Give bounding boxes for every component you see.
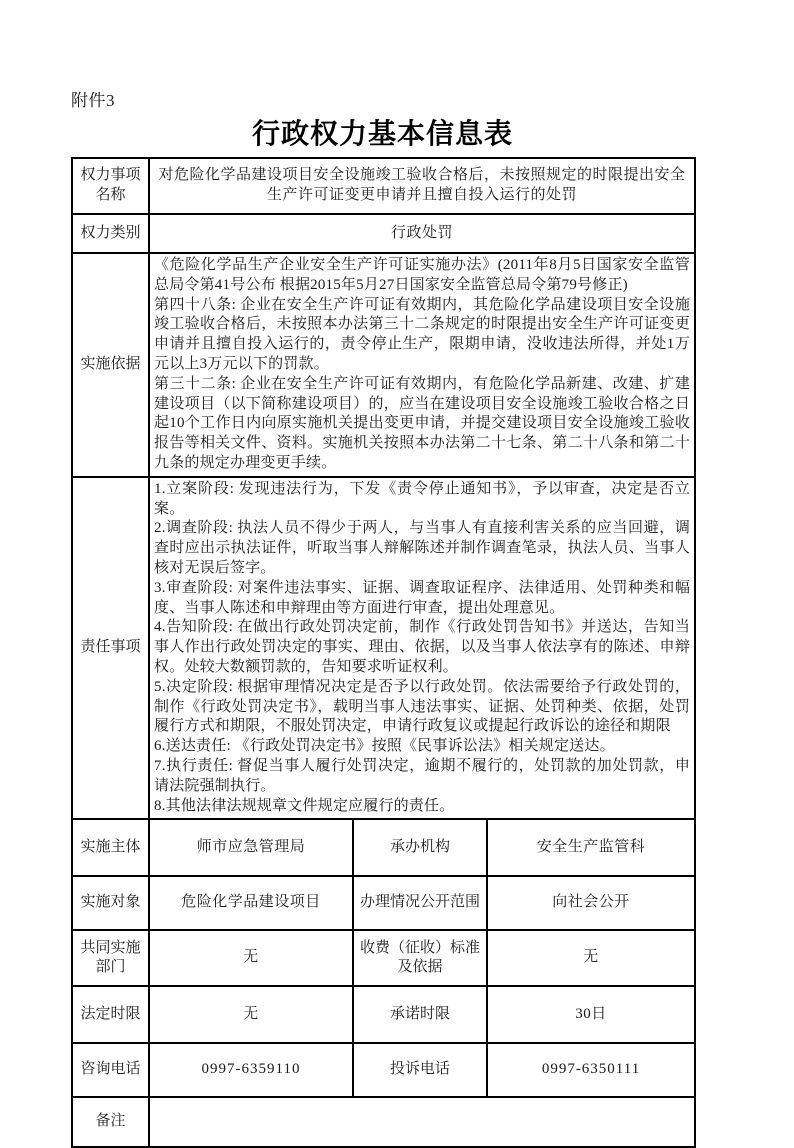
- joint-dept-value: 无: [149, 930, 353, 986]
- remark-value: [149, 1097, 695, 1147]
- row-joint-dept: [72, 930, 695, 986]
- consult-phone-label: 咨询电话: [72, 1043, 149, 1097]
- duty-item: 5.决定阶段: 根据审理情况决定是否予以行政处罚。依法需要给予行政处罚的，制作《行政处罚决定书》，载明当事人违法事实、证据、处罚种类、依据，处罚履行方式和期限，不服处罚决定，申请行政复议或提起行政诉讼的途径和期限: [154, 678, 691, 735]
- fee-label: 收费（征收）标准及依据: [353, 930, 487, 986]
- legal-limit-label: 法定时限: [72, 986, 149, 1043]
- subject-label: 实施主体: [72, 819, 149, 876]
- promise-limit-value: 30日: [487, 986, 695, 1043]
- row-phones: [72, 1043, 695, 1097]
- duty-text: [149, 477, 695, 820]
- duty-item: 4.告知阶段: 在做出行政处罚决定前，制作《行政处罚告知书》并送达，告知当事人作出行政处罚决定的事实、理由、依据，以及当事人依法享有的陈述、申辩权。处较大数额罚款的，告知要求听证权利。: [154, 619, 691, 675]
- duty-item: 8.其他法律法规规章文件规定应履行的责任。: [154, 797, 455, 814]
- page-title: 行政权力基本信息表: [251, 118, 513, 149]
- basis-paragraph: 《危险化学品生产企业安全生产许可证实施办法》(2011年8月5日国家安全监管总局令第41号公布 根据2015年5月27日国家安全监管总局令第79号修正): [154, 257, 691, 293]
- info-table: [71, 157, 696, 1148]
- row-category: [72, 214, 695, 253]
- basis-label: 实施依据: [72, 253, 149, 477]
- row-duty: [72, 477, 695, 820]
- fee-value: 无: [487, 930, 695, 986]
- complaint-phone-value: 0997-6350111: [487, 1043, 695, 1097]
- row-item-name: [72, 158, 695, 214]
- organizer-label: 承办机构: [353, 819, 487, 876]
- duty-item: 3.审查阶段: 对案件违法事实、证据、调查取证程序、法律适用、处罚种类和幅度、当事人陈述和申辩理由等方面进行审查，提出处理意见。: [154, 579, 691, 616]
- legal-limit-value: 无: [149, 986, 353, 1043]
- public-scope-value: 向社会公开: [487, 876, 695, 930]
- public-scope-label: 办理情况公开范围: [353, 876, 487, 930]
- category-label: 权力类别: [72, 214, 149, 253]
- item-name-value: 对危险化学品建设项目安全设施竣工验收合格后，未按照规定的时限提出安全生产许可证变更申请并且擅自投入运行的处罚: [149, 158, 695, 214]
- category-value: 行政处罚: [149, 214, 695, 253]
- basis-paragraph: 第四十八条: 企业在安全生产许可证有效期内，其危险化学品建设项目安全设施竣工验收合格后，未按照本办法第三十二条规定的时限提出安全生产许可证变更申请并且擅自投入运行的，责令停止生产，限期申请，没收违法所得，并处1万元以上3万元以下的罚款。: [154, 296, 691, 372]
- remark-label: 备注: [72, 1097, 149, 1147]
- organizer-value: 安全生产监管科: [487, 819, 695, 876]
- duty-item: 2.调查阶段: 执法人员不得少于两人，与当事人有直接利害关系的应当回避，调查时应出示执法证件，听取当事人辩解陈述并制作调查笔录，执法人员、当事人核对无误后签字。: [154, 520, 691, 576]
- target-value: 危险化学品建设项目: [149, 876, 353, 930]
- row-time-limit: [72, 986, 695, 1043]
- row-subject: [72, 819, 695, 876]
- promise-limit-label: 承诺时限: [353, 986, 487, 1043]
- item-name-label: 权力事项名称: [72, 158, 149, 214]
- row-remark: [72, 1097, 695, 1147]
- duty-item: 7.执行责任: 督促当事人履行处罚决定，逾期不履行的，处罚款的加处罚款，申请法院强制执行。: [154, 757, 691, 794]
- attachment-label: 附件3: [71, 91, 115, 110]
- basis-text: [149, 253, 695, 477]
- duty-item: 6.送达责任: 《行政处罚决定书》按照《民事诉讼法》相关规定送达。: [154, 738, 615, 755]
- duty-label: 责任事项: [72, 477, 149, 820]
- joint-dept-label: 共同实施部门: [72, 930, 149, 986]
- basis-paragraph: 第三十二条: 企业在安全生产许可证有效期内，有危险化学品新建、改建、扩建建设项目（以下简称建设项目）的，应当在建设项目安全设施竣工验收合格之日起10个工作日内向原实施机关提出变更申请，并提交建设项目安全设施竣工验收报告等相关文件、资料。实施机关按照本办法第二十七条、第二十八条和第二十九条的规定办理变更手续。: [154, 375, 691, 471]
- subject-value: 师市应急管理局: [149, 819, 353, 876]
- duty-item: 1.立案阶段: 发现违法行为，下发《责令停止通知书》，予以审查，决定是否立案。: [154, 480, 691, 517]
- target-label: 实施对象: [72, 876, 149, 930]
- row-target: [72, 876, 695, 930]
- consult-phone-value: 0997-6359110: [149, 1043, 353, 1097]
- complaint-phone-label: 投诉电话: [353, 1043, 487, 1097]
- row-basis: [72, 253, 695, 477]
